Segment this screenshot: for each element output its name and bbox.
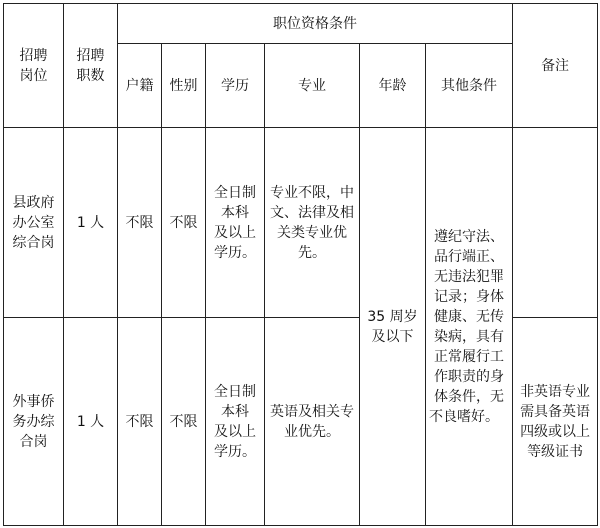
header-major: 专业 <box>265 44 360 128</box>
header-age: 年龄 <box>360 44 426 128</box>
table-row <box>4 128 598 318</box>
count-cell: 1 人 <box>64 128 118 318</box>
other-conditions-cell: 遵纪守法、品行端正、无违法犯罪记录；身体健康、无传染病，具有正常履行工作职责的身体条件，无不良嗜好。 <box>426 128 513 526</box>
header-education: 学历 <box>206 44 265 128</box>
gender-cell: 不限 <box>162 318 206 526</box>
remark-cell: 非英语专业需具备英语四级或以上等级证书 <box>513 318 598 526</box>
count-cell: 1 人 <box>64 318 118 526</box>
gender-cell: 不限 <box>162 128 206 318</box>
recruitment-table <box>3 3 598 526</box>
post-cell: 县政府 办公室 综合岗 <box>4 128 64 318</box>
post-cell: 外事侨 务办综 合岗 <box>4 318 64 526</box>
education-cell: 全日制 本科 及以上 学历。 <box>206 128 265 318</box>
remark-cell <box>513 128 598 318</box>
major-cell: 英语及相关专业优先。 <box>265 318 360 526</box>
header-row-1 <box>4 4 598 44</box>
header-other: 其他条件 <box>426 44 513 128</box>
header-gender: 性别 <box>162 44 206 128</box>
header-hukou: 户籍 <box>118 44 162 128</box>
header-post: 招聘 岗位 <box>4 4 64 128</box>
header-remark: 备注 <box>513 4 598 128</box>
hukou-cell: 不限 <box>118 128 162 318</box>
header-qualifications: 职位资格条件 <box>118 4 513 44</box>
hukou-cell: 不限 <box>118 318 162 526</box>
major-cell: 专业不限，中文、法律及相关类专业优先。 <box>265 128 360 318</box>
header-count: 招聘 职数 <box>64 4 118 128</box>
age-cell: 35 周岁 及以下 <box>360 128 426 526</box>
education-cell: 全日制 本科 及以上 学历。 <box>206 318 265 526</box>
